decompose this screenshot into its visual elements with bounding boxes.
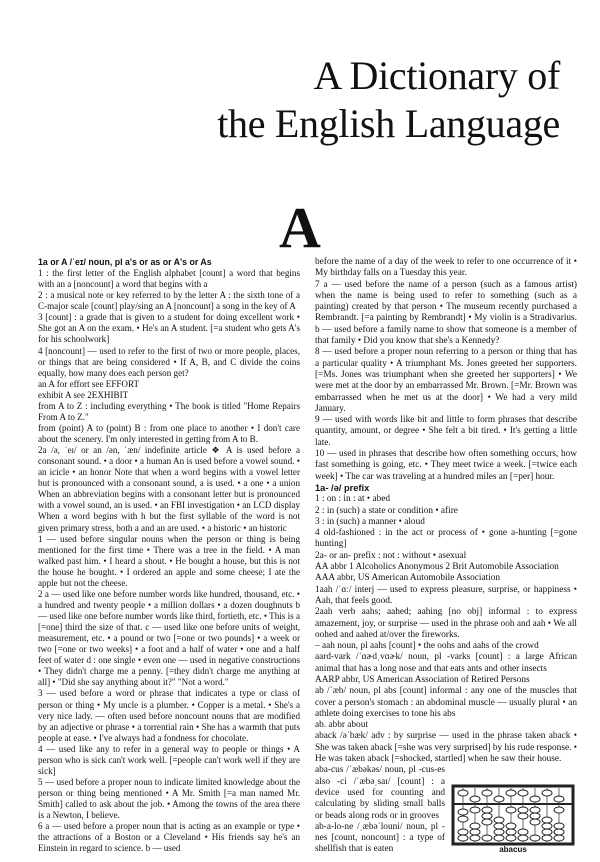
- figure-caption: abacus: [499, 845, 527, 854]
- entry-aardvark: aard-vark /ˈɑɚdˌvɑɚk/ noun, pl -varks [count] : a large African animal that has a long nose and that eats ants and other insects: [315, 652, 577, 674]
- entry-ab: ab /ˈæb/ noun, pl abs [count] informal : any one of the muscles that cover a person's stomach : an abdominal muscle — usually plural • an athlete doing exercises to tone his abs: [315, 686, 577, 719]
- book-title: [217, 52, 560, 148]
- entry-aa: AA abbr 1 Alcoholics Anonymous 2 Brit Automobile Association: [315, 562, 559, 573]
- entry-article-sense-10: 10 — used in phrases that describe how often something occurs, how fast something is going, etc. • They meet twice a week. [=twice each week] • The car was traveling at a hundred miles an [=per] hour.: [315, 449, 577, 482]
- entry-article-sense-7: 7 a — used before the name of a person (such as a famous artist) when the name is being used to refer to something (such as a painting) created by that person • The museum recently purchased a Rembrandt. [=a painting by Rembrandt] • My violin is a Stradivarius. b — used before a family name to show that someone is a member of that family • Did you know that she's a Kennedy?: [315, 279, 577, 347]
- entry-aah-verb: 2aah verb aahs; aahed; aahing [no obj] informal : to express amazement, joy, or surprise — used in the phrase ooh and aah • We all oohed and aahed at/over the fireworks.: [315, 607, 577, 640]
- phrase-an-a-for-effort: an A for effort see EFFORT: [38, 378, 140, 389]
- section-letter: A: [279, 195, 321, 260]
- book-title-line-1: A Dictionary of: [313, 53, 560, 98]
- entry-aback: aback /əˈbæk/ adv : by surprise — used in the phrase taken aback • She was taken aback [=she was very surprised] by his rude response. • He was taken aback [=shocked, startled] when he saw their house.: [315, 731, 577, 765]
- book-title-line-2: the English Language: [217, 101, 560, 146]
- entry-a-sense-1: 1 : the first letter of the English alphabet [count] a word that begins with an a [noncount] a word that begins with a: [38, 268, 300, 290]
- entry-article-sense-8: 8 — used before a proper noun referring to a person or thing that has a particular quality • A triumphant Ms. Jones greeted her supporters. [=Ms. Jones was triumphant when she greeted her supporters] • We were met at the door by an embarrassed Mr. Brown. [=Mr. Brown was embarrassed when he met us at the door] • We had a very mild January.: [315, 347, 577, 414]
- entry-prefix-a-headword: 1a- /ə/ prefix: [315, 482, 370, 493]
- entry-article-sense-1: 1 — used before singular nouns when the person or thing is being mentioned for the first time • There was a tree in the field. • A man walked past him. • I heard a shout. • He bought a house, but this is not the house he bought. • I ordered an apple and some cheese; I ate the apple but not the cheese.: [38, 533, 300, 588]
- entry-a-sense-3: 3 [count] : a grade that is given to a student for doing excellent work • She got an A on the exam. • He's an A student. [=a student who gets A's for his schoolwork]: [38, 312, 300, 345]
- entry-a-headword: 1a or A /ˈeɪ/ noun, pl a's or as or A's or As: [38, 257, 212, 267]
- entry-aah-interj: 1aah /ˈɑː/ interj — used to express pleasure, surprise, or happiness • Aah, that feels good.: [315, 584, 577, 606]
- entry-article-sense-4: 4 — used like any to refer in a general way to people or things • A person who is sick can't work well. [=people can't work well if they are sick]: [38, 743, 300, 776]
- entry-prefix-a-sense-2: 2 : in (such) a state or condition • afire: [315, 505, 458, 516]
- entry-prefix-a-sense-3: 3 : in (such) a manner • aloud: [315, 516, 425, 527]
- entry-prefix-a-sense-4: 4 old-fashioned : in the act or process of • gone a-hunting [=gone hunting]: [315, 528, 577, 550]
- entry-abacus: aba-cus /ˈæbəkəs/ noun, pl -cus-es also -ci /ˈæbəˌsaɪ/ [count] : a device used for counting and calculating by sliding small balls or beads along rods or in grooves: [315, 765, 445, 821]
- entry-prefix-a-sense-1: 1 : on : in : at • abed: [315, 494, 391, 505]
- entry-a-sense-2: 2 : a musical note or key referred to by the letter A : the sixth tone of a C-major scale [count] play/sing an A [noncount] a song in the key of A: [38, 290, 300, 312]
- abacus-illustration: [451, 784, 575, 846]
- entry-article-sense-5: 5 — used before a proper noun to indicate limited knowledge about the person or thing being mentioned • A Mr. Smith [=a man named Mr. Smith] called to ask about the job. • Among the towns of the area there is a Newton, I believe.: [38, 776, 300, 821]
- entry-aah-noun: – aah noun, pl aahs [count] • the oohs and aahs of the crowd: [315, 641, 539, 652]
- phrase-exhibit-a: exhibit A see 2EXHIBIT: [38, 389, 129, 400]
- phrase-from-a-to-z: from A to Z : including everything • The book is titled "Home Repairs From A to Z.": [38, 400, 300, 422]
- entry-a-sense-4: 4 [noncount] — used to refer to the first of two or more people, places, or things that are being considered • If A, B, and C divide the coins equally, how many does each person get?: [38, 345, 300, 378]
- entry-aarp: AARP abbr, US American Association of Retired Persons: [315, 674, 530, 685]
- right-column: [315, 257, 577, 856]
- entry-article-sense-9: 9 — used with words like bit and little to form phrases that describe quantity, amount, or degree • She felt a bit tired. • It's getting a little late.: [315, 415, 577, 448]
- entry-article-sense-6-cont: before the name of a day of the week to refer to one occurrence of it • My birthday falls on a Tuesday this year.: [315, 257, 577, 279]
- entry-prefix-an: 2a- or an- prefix : not : without • asexual: [315, 550, 467, 561]
- left-column: [38, 257, 300, 854]
- entry-indefinite-article-headword: 2a /ə, ˈeɪ/ or an /ən, ˈæn/ indefinite article ❖ A is used before a consonant sound. • a door • a human An is used before a vowel sound. • an icicle • an honor Note that when a word begins with a vowel letter but is pronounced with a consonant sound, a is used. • a one • a union When an abbreviation begins with a consonant letter but is pronounced with a vowel sound, an is used. • an FBI investigation • an LCD display When a word begins with h but the first syllable of the word is not given primary stress, both a and an are used. • a historic • an historic: [38, 445, 300, 533]
- entry-article-sense-3: 3 — used before a word or phrase that indicates a type or class of person or thing • My uncle is a plumber. • Copper is a metal. • She's a very nice lady. — often used before noncount nouns that are modified by an adjective or phrase • a torrential rain • She has a warmth that puts people at ease. • I've always had a fondness for chocolate.: [38, 688, 300, 743]
- phrase-from-a-to-b: from (point) A to (point) B : from one place to another • I don't care about the scenery. I'm only interested in getting from A to B.: [38, 422, 300, 444]
- entry-aaa: AAA abbr, US American Automobile Association: [315, 573, 501, 584]
- entry-abalone: ab-a-lo-ne /ˌæbəˈlouni/ noun, pl -nes [count, noncount] : a type of shellfish that is eaten: [315, 821, 445, 855]
- entry-ab-abbr: ab. abbr about: [315, 720, 368, 731]
- entry-article-sense-2: 2 a — used like one before number words like hundred, thousand, etc. • a hundred and twenty people • a million dollars • a dozen doughnuts b — used like one before number words like third, fortieth, etc. • This is a [=one] third the size of that. c — used like one before units of weight, measurement, etc. • a pound or two [=one or two pounds] • a week or two [=one or two weeks] • a foot and a half of water • one and a half feet of water d : one single • even one — used in negative constructions • They didn't charge me a penny. [=they didn't charge me anything at all] • "Did she say anything about it?" "Not a word.": [38, 588, 300, 688]
- entry-article-sense-6: 6 a — used before a proper noun that is acting as an example or type • the attractions of a Boston or a Cleveland • His friends say he's an Einstein in regard to science. b — used: [38, 821, 300, 854]
